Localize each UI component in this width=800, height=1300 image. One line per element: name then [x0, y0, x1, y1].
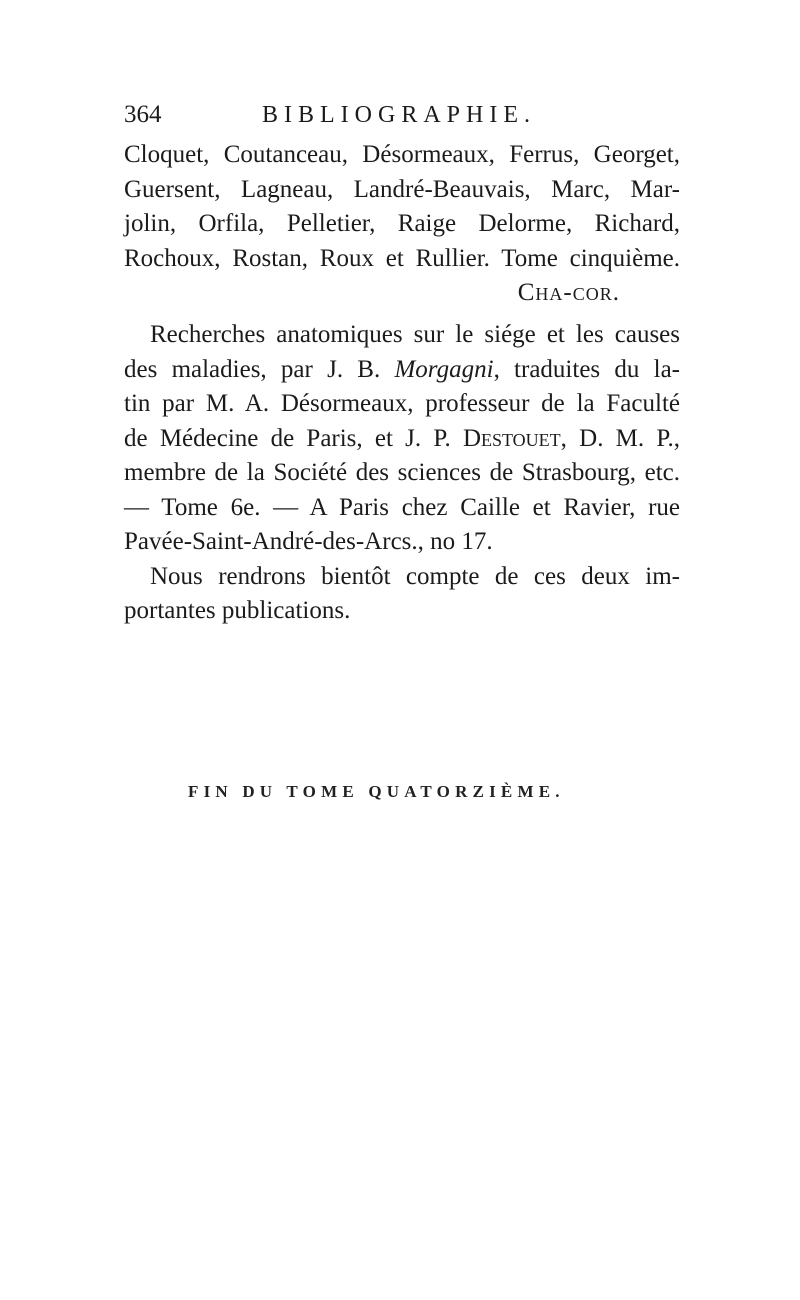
text-span: de Médecine de Paris, et J. P. [124, 424, 463, 452]
author-name: Morgagni [394, 355, 494, 383]
text-span: des maladies, par J. B. [124, 355, 395, 383]
text-line: Pavée-Saint-André-des-Arcs., no 17. [124, 528, 493, 555]
text-line: Recherches anatomiques sur le siége et les causes [150, 321, 680, 348]
text-line: Guersent, Lagneau, Landré-Beauvais, Marc, Mar- [124, 175, 680, 203]
page-number: 364 [124, 101, 162, 128]
text-line [124, 422, 680, 457]
signature: Cha-cor. [517, 279, 620, 306]
text-line: — Tome 6e. — A Paris chez Caille et Ravier, rue [124, 493, 680, 521]
text-span: , traduites du la- [493, 355, 680, 383]
text-line: Cloquet, Coutanceau, Désormeaux, Ferrus, Georget, [124, 141, 680, 168]
translator-name: Destouet [462, 424, 561, 452]
text-line [124, 353, 680, 388]
text-line: tin par M. A. Désormeaux, professeur de la Faculté [124, 390, 680, 417]
text-line: portantes publications. [124, 597, 351, 624]
end-of-volume-mark: FIN DU TOME QUATORZIÈME. [188, 782, 565, 801]
text-line: Rochoux, Rostan, Roux et Rullier. Tome cinquième. [124, 244, 680, 272]
text-line: membre de la Société des sciences de Strasbourg, etc. [124, 459, 680, 486]
text-line: Nous rendrons bientôt compte de ces deux im- [150, 562, 680, 590]
entry-authors-paragraph [124, 138, 680, 311]
running-title: BIBLIOGRAPHIE. [262, 102, 536, 128]
text-line: jolin, Orfila, Pelletier, Raige Delorme, Richard, [124, 210, 680, 237]
text-span: , D. M. P., [560, 424, 680, 452]
entry-morgagni-paragraph [124, 318, 680, 629]
running-head [124, 98, 684, 132]
